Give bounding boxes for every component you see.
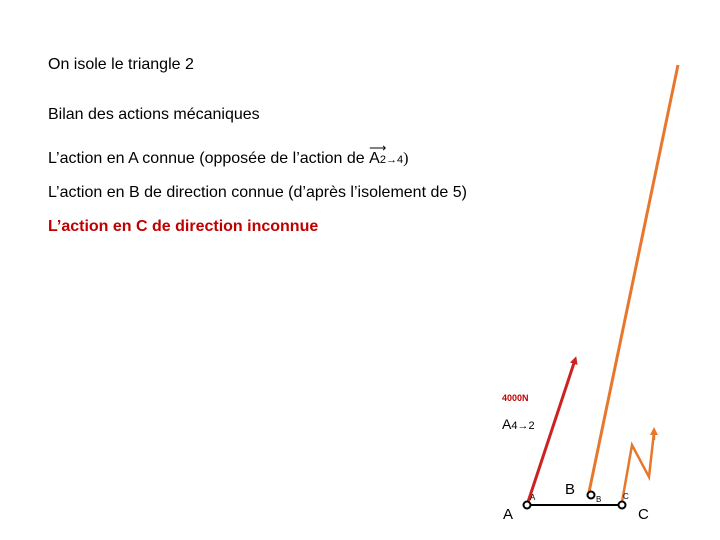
vector-sub-from: 2 <box>379 154 386 166</box>
force-name-to: 2 <box>528 420 535 432</box>
heading-bilan: Bilan des actions mécaniques <box>48 106 260 123</box>
line-action-c: L’action en C de direction inconnue <box>48 218 319 235</box>
direction-line-b <box>588 65 678 497</box>
vector-sub-to: 4 <box>396 154 404 166</box>
force-name-arrow-icon: → <box>517 420 529 432</box>
point-c-label: C <box>638 506 649 523</box>
point-c-small-label: C <box>623 492 629 501</box>
heading-isolation: On isole le triangle 2 <box>48 56 194 73</box>
force-name-letter: A <box>502 416 512 432</box>
vector-letter: A <box>369 150 380 167</box>
vector-arrow-small-icon: → <box>385 154 397 166</box>
line-action-b: L’action en B de direction connue (d’après l’isolement de 5) <box>48 184 467 201</box>
point-b-label: B <box>565 481 576 498</box>
line-a-prefix: L’action en A connue (opposée de l’action de <box>48 150 370 167</box>
point-b-small-label: B <box>596 495 602 504</box>
joint-c <box>619 502 626 509</box>
line-a-suffix: ) <box>403 150 409 167</box>
force-value-label: 4000N <box>502 393 529 403</box>
force-name-from: 4 <box>511 420 518 432</box>
force-name-label <box>502 416 535 432</box>
point-a-label: A <box>503 506 514 523</box>
joint-a <box>524 502 531 509</box>
vector-arrow-icon: ⟶ <box>369 141 387 155</box>
point-a-small-label: A <box>530 493 536 502</box>
joint-b <box>588 492 595 499</box>
